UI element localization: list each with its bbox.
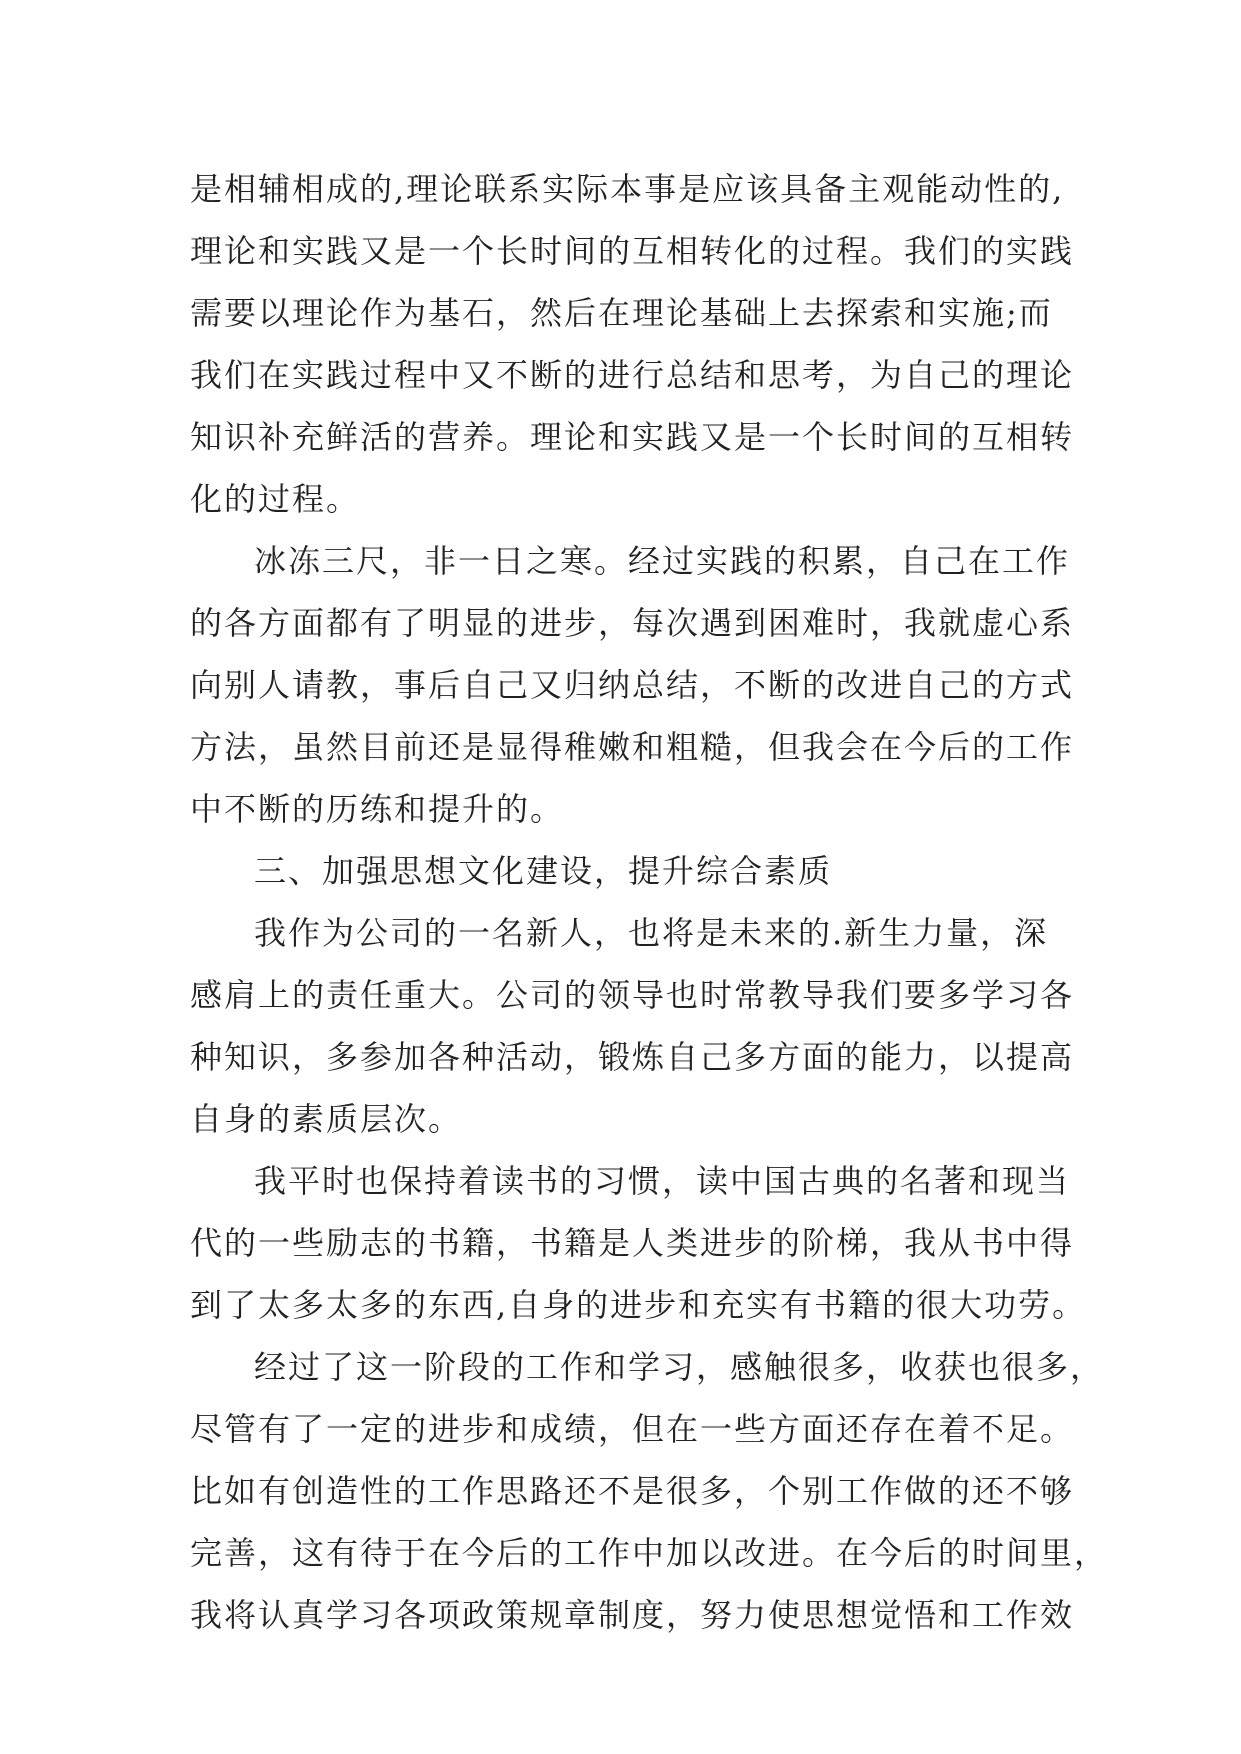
paragraph-first-line: 经过了这一阶段的工作和学习，感触很多，收获也很多，	[254, 1348, 1105, 1386]
document-body	[190, 158, 1109, 1646]
text-line: 化的过程。	[190, 480, 361, 518]
paragraph-first-line: 我作为公司的一名新人，也将是未来的.新生力量，深	[254, 914, 1049, 952]
text-line: 知识补充鲜活的营养。理论和实践又是一个长时间的互相转	[190, 418, 1075, 456]
text-line: 的各方面都有了明显的进步，每次遇到困难时，我就虚心系	[190, 604, 1075, 642]
text-line: 完善，这有待于在今后的工作中加以改进。在今后的时间里，	[190, 1534, 1109, 1572]
text-line: 比如有创造性的工作思路还不是很多，个别工作做的还不够	[190, 1472, 1075, 1510]
text-line: 中不断的历练和提升的。	[190, 790, 565, 828]
paragraph-first-line: 冰冻三尺，非一日之寒。经过实践的积累，自己在工作	[254, 542, 1071, 580]
text-line: 尽管有了一定的进步和成绩，但在一些方面还存在着不足。	[190, 1410, 1075, 1448]
text-line: 理论和实践又是一个长时间的互相转化的过程。我们的实践	[190, 232, 1075, 270]
text-line: 感肩上的责任重大。公司的领导也时常教导我们要多学习各	[190, 976, 1075, 1014]
paragraph-first-line: 我平时也保持着读书的习惯，读中国古典的名著和现当	[254, 1162, 1071, 1200]
text-line: 是相辅相成的,理论联系实际本事是应该具备主观能动性的,	[190, 170, 1065, 208]
text-line: 我们在实践过程中又不断的进行总结和思考，为自己的理论	[190, 356, 1075, 394]
text-line: 我将认真学习各项政策规章制度，努力使思想觉悟和工作效	[190, 1596, 1075, 1634]
text-line: 代的一些励志的书籍，书籍是人类进步的阶梯，我从书中得	[190, 1224, 1075, 1262]
text-line: 需要以理论作为基石，然后在理论基础上去探索和实施;而	[190, 294, 1053, 332]
text-line: 自身的素质层次。	[190, 1100, 463, 1138]
text-line: 种知识，多参加各种活动，锻炼自己多方面的能力，以提高	[190, 1038, 1075, 1076]
text-line: 到了太多太多的东西,自身的进步和充实有书籍的很大功劳。	[190, 1286, 1087, 1324]
text-line: 方法，虽然目前还是显得稚嫩和粗糙，但我会在今后的工作	[190, 728, 1075, 766]
section-heading: 三、加强思想文化建设，提升综合素质	[254, 852, 833, 890]
text-line: 向别人请教，事后自己又归纳总结，不断的改进自己的方式	[190, 666, 1075, 704]
